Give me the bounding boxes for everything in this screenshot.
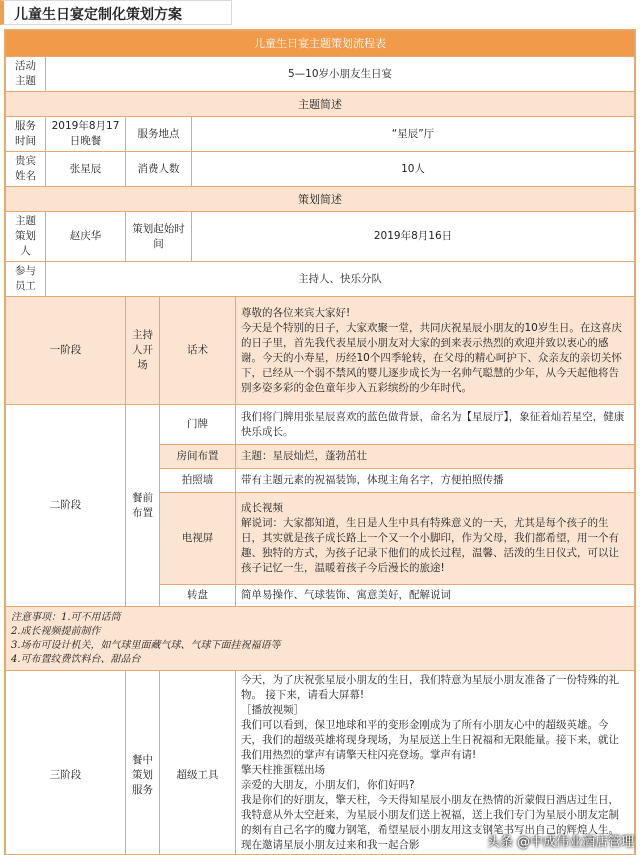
notes — [6, 607, 635, 671]
consumers-label: 消费人数 — [126, 152, 192, 187]
stage2-content-tv-title: 成长视频 — [241, 502, 283, 514]
guest-label: 贵宾姓名 — [6, 152, 46, 187]
stage3-line: 今天，为了庆祝张星辰小朋友的生日，我们特意为星辰小朋友准备了一份特殊的礼物。 接下来，请看大屏幕! — [241, 674, 619, 701]
plan-table — [5, 30, 635, 855]
stage2-item-doorplate: 门牌 — [160, 405, 236, 445]
plan-start-value: 2019年8月16日 — [192, 212, 635, 262]
staff-label: 参与员工 — [6, 262, 46, 297]
stage1-item: 话术 — [160, 297, 236, 405]
stage1-sub: 主持人开场 — [126, 297, 160, 405]
note-line: 2.成长视频提前制作 — [11, 625, 101, 637]
service-place-label: 服务地点 — [126, 117, 192, 152]
stage2-sub: 餐前布置 — [126, 405, 160, 607]
stage3-line: 我是你们的好朋友，擎天柱，今天得知星辰小朋友在热情的沂蒙假日酒店过生日，我特意从外太空赶来，为星辰小朋友们送上祝福，送上我们专门为星辰小朋友定制的刻有自己名字的魔力钢笔，希望星辰小朋友用这支钢笔书写出自己的辉煌人生。现在邀请星辰小朋友过来和我一起合影 — [241, 794, 619, 851]
stage2-content-room: 主题：星辰灿烂，蓬勃茁壮 — [236, 445, 635, 469]
stage1-content-greeting: 尊敬的各位来宾大家好! — [241, 306, 351, 319]
stage2-content-turntable: 简单易操作、气球装饰、寓意美好，配解说词 — [236, 585, 635, 607]
activity-theme-value: 5—10岁小朋友生日宴 — [46, 57, 635, 92]
stage2-item-room: 房间布置 — [160, 445, 236, 469]
section-plan-heading: 策划简述 — [6, 187, 635, 212]
stage2-content-doorplate: 我们将门牌用张星辰喜欢的蓝色做背景，命名为【星辰厅】，象征着灿若星空，健康快乐成长。 — [236, 405, 635, 445]
stage3-line: 亲爱的大朋友，小朋友们，你们好吗? — [241, 779, 415, 791]
stage2-content-tv — [236, 493, 635, 585]
stage3-name: 三阶段 — [6, 671, 126, 855]
service-place-value: “星辰”厅 — [192, 117, 635, 152]
stage2-item-turntable: 转盘 — [160, 585, 236, 607]
activity-theme-label: 活动主题 — [6, 57, 46, 92]
stage2-item-tv: 电视屏 — [160, 493, 236, 585]
stage2-content-photowall: 带有主题元素的祝福装饰，体现主角名字，方便拍照传播 — [236, 469, 635, 493]
service-time-label: 服务时间 — [6, 117, 46, 152]
consumers-value: 10人 — [192, 152, 635, 187]
note-line: 3.场布可设计机关，如气球里面藏气球、气球下面挂祝福语等 — [11, 639, 281, 651]
plan-start-label: 策划起始时间 — [126, 212, 192, 262]
stage2-content-tv-script: 解说词：大家都知道，生日是人生中具有特殊意义的一天，尤其是每个孩子的生日，其实就是孩子成长路上一个又一个小脚印，作为父母，我们都希望，用一个有趣、独特的方式，为孩子记录下他们的成长过程，温馨、活泼的生日仪式，可以让孩子记忆一生，温暖着孩子今后漫长的旅途! — [241, 517, 619, 574]
note-line: 注意事项：1.可不用话筒 — [11, 611, 121, 623]
stage1-content — [236, 297, 635, 405]
plan-table-frame — [4, 29, 636, 855]
stage3-sub: 餐中策划服务 — [126, 671, 160, 855]
planner-value: 赵庆华 — [46, 212, 126, 262]
service-time-value: 2019年8月17日晚餐 — [46, 117, 126, 152]
stage3-item: 超级工具 — [160, 671, 236, 855]
stage1-content-speech: 今天是个特别的日子，大家欢聚一堂，共同庆祝星辰小朋友的10岁生日。在这喜庆的日子里，首先我代表星辰小朋友对大家的到来表示热烈的欢迎并致以衷心的感谢。今天的小寿星，历经10个四季轮转，在父母的精心呵护下、众亲友的亲切关怀下，已经从一个弱不禁风的婴儿逐步成长为一名帅气聪慧的少年，从今天起他将告别多姿多彩的金色童年步入五彩缤纷的少年时代。 — [241, 321, 622, 394]
stage3-line: 擎天柱推蛋糕出场 — [241, 764, 325, 776]
stage1-name: 一阶段 — [6, 297, 126, 405]
planner-label: 主题策划人 — [6, 212, 46, 262]
stage3-content — [236, 671, 635, 855]
note-line: 4.可布置纹费饮料台、甜品台 — [11, 653, 141, 665]
section-theme-heading: 主题简述 — [6, 92, 635, 117]
table-title: 儿童生日宴主题策划流程表 — [6, 31, 635, 57]
watermark: 头条 @中成伟业酒店管理 — [486, 835, 634, 850]
stage3-line: ［播放视频］ — [241, 704, 304, 716]
document-title: 儿童生日宴定制化策划方案 — [14, 7, 182, 23]
stage3-line: 我们可以看到，保卫地球和平的变形金刚成为了所有小朋友心中的超级英雄。今天，我们的超级英雄将现身现场，为星辰送上生日祝福和无限能量。接下来，就让我们用热烈的掌声有请擎天柱闪亮登场。掌声有请! — [241, 719, 619, 761]
document-header — [0, 0, 232, 25]
staff-value: 主持人、快乐分队 — [46, 262, 635, 297]
guest-value: 张星辰 — [46, 152, 126, 187]
stage2-item-photowall: 拍照墙 — [160, 469, 236, 493]
stage2-name: 二阶段 — [6, 405, 126, 607]
